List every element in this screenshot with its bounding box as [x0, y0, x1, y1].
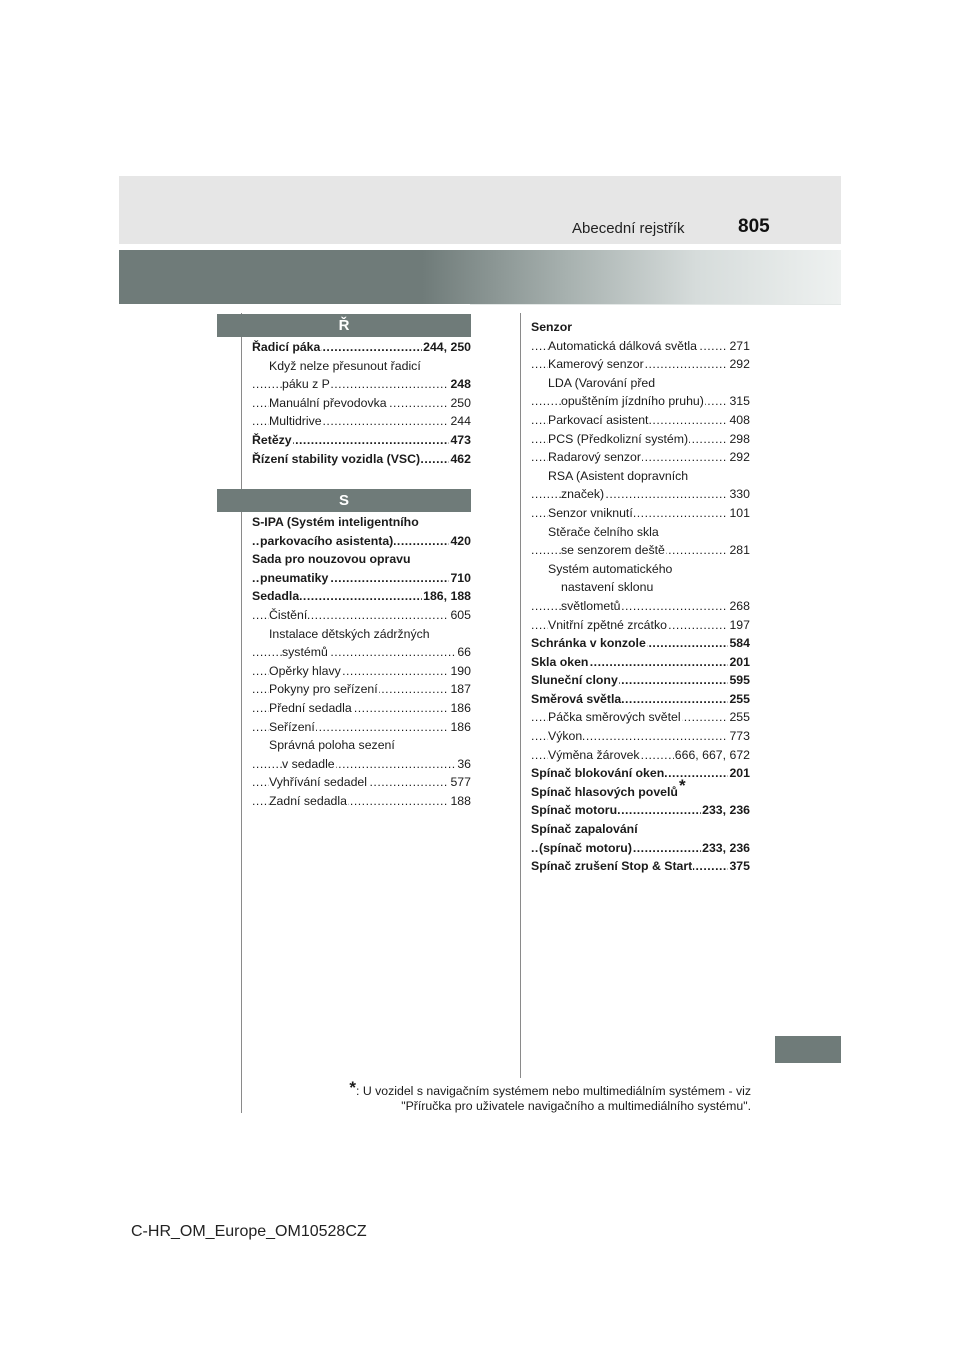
index-entry-term: Směrová světla: [531, 691, 622, 706]
index-entry: [252, 338, 471, 357]
index-list-right: [531, 318, 750, 876]
index-entry: [531, 634, 750, 653]
index-entry-pages: 101: [728, 504, 750, 523]
index-entry: [531, 411, 750, 430]
document-code: C-HR_OM_Europe_OM10528CZ: [131, 1223, 367, 1240]
index-entry: [252, 718, 471, 737]
index-entry: [252, 550, 471, 569]
index-entry: [531, 653, 750, 672]
index-entry: [252, 532, 471, 551]
index-entry: [531, 820, 750, 839]
index-entry-pages: 66: [456, 643, 471, 662]
index-entry-term: Spínač blokování oken: [531, 766, 665, 781]
index-entry-term: Senzor: [531, 320, 572, 334]
index-entry: [252, 606, 471, 625]
index-entry-pages: 281: [728, 541, 750, 560]
index-entry-term: Vnitřní zpětné zrcátko: [548, 617, 667, 632]
index-entry: [252, 792, 471, 811]
index-entry-pages: 197: [728, 616, 750, 635]
index-entry: [531, 857, 750, 876]
index-entry: [531, 764, 750, 783]
index-entry-term: Spínač hlasových povelů: [531, 784, 678, 799]
index-entry-term: Řadicí páka: [252, 340, 321, 354]
index-entry-pages: 188: [449, 792, 471, 811]
index-entry-pages: 244, 250: [422, 338, 471, 357]
index-entry-term: Stěrače čelního skla: [548, 524, 659, 539]
index-entry-term: parkovacího asistenta): [260, 533, 394, 548]
index-entry: [531, 485, 750, 504]
index-entry-term: pneumatiky: [260, 570, 329, 585]
index-entry-pages: 595: [728, 671, 750, 690]
section-letter-s: S: [217, 489, 471, 512]
index-entry-term: světlometů: [561, 598, 621, 613]
index-entry-term: opuštěním jízdního pruhu): [561, 394, 704, 409]
index-entry-pages: 584: [728, 634, 750, 653]
index-entry: [252, 643, 471, 662]
index-entry-term: Sluneční clony: [531, 673, 618, 688]
index-entry-pages: 248: [449, 375, 471, 394]
index-entry: [531, 839, 750, 858]
index-entry: [252, 625, 471, 644]
index-entry: [531, 430, 750, 449]
index-entry-pages: 244: [449, 412, 471, 431]
index-entry-pages: 577: [449, 773, 471, 792]
index-entry: [531, 560, 750, 579]
index-entry-term: S-IPA (Systém inteligentního: [252, 515, 419, 529]
index-entry: [531, 318, 750, 337]
index-entry: [252, 755, 471, 774]
index-entry: [531, 392, 750, 411]
index-entry: [531, 597, 750, 616]
left-column-rule: [241, 313, 242, 1113]
index-entry: [252, 699, 471, 718]
index-entry-term: Spínač zrušení Stop & Start: [531, 859, 693, 874]
divider: [470, 304, 841, 305]
footnote-marker: *: [349, 1078, 356, 1097]
index-entry-term: Skla oken: [531, 654, 589, 669]
index-entry-pages: 190: [449, 662, 471, 681]
index-entry-pages: 255: [728, 690, 750, 709]
index-entry-term: nastavení sklonu: [561, 580, 654, 595]
index-entry-term: Pokyny pro seřízení: [269, 682, 378, 697]
index-entry-pages: 201: [728, 764, 750, 783]
index-entry-term: Radarový senzor: [548, 450, 641, 465]
index-entry-term: Opěrky hlavy: [269, 663, 341, 678]
header-band: [119, 176, 841, 244]
index-entry-term: LDA (Varování před: [548, 375, 656, 390]
footnote: [290, 1078, 751, 1114]
index-entry: [252, 587, 471, 606]
index-entry: [531, 374, 750, 393]
index-entry-term: Instalace dětských zádržných: [269, 626, 430, 641]
page-number: 805: [738, 216, 770, 237]
index-entry-term: Sada pro nouzovou opravu: [252, 552, 411, 567]
index-entry-pages: 233, 236: [701, 839, 750, 858]
index-entry-term: Když nelze přesunout řadicí: [269, 358, 421, 373]
index-entry-pages: 292: [728, 448, 750, 467]
index-entry-pages: 473: [449, 431, 471, 450]
index-entry-term: PCS (Předkolizní systém): [548, 431, 689, 446]
index-entry: [531, 801, 750, 820]
index-entry: [531, 355, 750, 374]
index-entry-pages: 408: [728, 411, 750, 430]
index-entry-pages: 268: [728, 597, 750, 616]
index-entry: [531, 727, 750, 746]
index-entry: [531, 523, 750, 542]
index-entry-term: systémů: [282, 645, 328, 660]
index-entry-term: se senzorem deště: [561, 543, 665, 558]
index-entry-term: (spínač motoru): [539, 840, 632, 855]
index-entry-term: páku z P: [282, 377, 330, 392]
index-entry-term: Senzor vniknutí: [548, 505, 633, 520]
middle-column-rule: [520, 313, 521, 1078]
index-entry-term: Sedadla: [252, 589, 300, 604]
index-entry: [252, 569, 471, 588]
index-entry: [531, 616, 750, 635]
index-entry: [531, 504, 750, 523]
index-entry: [531, 467, 750, 486]
index-entry-term: Řetězy: [252, 432, 292, 447]
index-entry: [252, 412, 471, 431]
index-entry: [531, 578, 750, 597]
index-entry-term: Kamerový senzor: [548, 357, 644, 372]
index-entry: [252, 431, 471, 450]
index-entry: [252, 662, 471, 681]
footnote-line-2: "Příručka pro uživatele navigačního a multimediálního systému".: [401, 1099, 751, 1113]
index-entry-pages: 186: [449, 699, 471, 718]
index-entry-term: Seřízení: [269, 719, 315, 734]
index-entry-term: Výkon: [548, 729, 583, 744]
index-entry: [252, 394, 471, 413]
index-entry: [531, 746, 750, 765]
footnote-reference-marker: *: [678, 775, 686, 795]
index-entry: [252, 450, 471, 469]
index-entry: [252, 680, 471, 699]
index-entry-term: Parkovací asistent: [548, 412, 649, 427]
index-entry-term: Multidrive: [269, 414, 322, 429]
index-entry-term: Páčka směrových světel: [548, 710, 681, 725]
index-entry-term: Správná poloha sezení: [269, 738, 395, 753]
index-entry-pages: 255: [728, 708, 750, 727]
section-thumb-tab: [775, 1036, 841, 1063]
index-entry: [252, 773, 471, 792]
index-entry-pages: 271: [728, 337, 750, 356]
index-entry-pages: 250: [449, 394, 471, 413]
index-entry-pages: 420: [449, 532, 471, 551]
index-entry: [252, 357, 471, 376]
index-list-r: [252, 338, 471, 468]
index-list-s: [252, 513, 471, 811]
index-entry-term: Systém automatického: [548, 561, 673, 576]
index-entry: [252, 736, 471, 755]
decorative-gradient-bar: [119, 250, 841, 304]
index-entry: [531, 708, 750, 727]
index-entry-term: Přední sedadla: [269, 700, 352, 715]
index-entry: [531, 448, 750, 467]
index-entry-pages: 666, 667, 672: [674, 746, 750, 765]
index-entry-term: v sedadle: [282, 756, 335, 771]
index-entry-pages: 462: [449, 450, 471, 469]
index-entry-term: Výměna žárovek: [548, 747, 640, 762]
index-entry-term: Automatická dálková světla: [548, 338, 698, 353]
index-entry: [531, 775, 750, 802]
index-entry-pages: 375: [728, 857, 750, 876]
index-entry-term: Manuální převodovka: [269, 395, 387, 410]
index-entry-term: Zadní sedadla: [269, 793, 347, 808]
index-entry-term: Spínač zapalování: [531, 822, 638, 837]
index-entry-pages: 201: [728, 653, 750, 672]
footnote-line-1: : U vozidel s navigačním systémem nebo multimediálním systémem - viz: [356, 1084, 751, 1098]
index-entry-pages: 36: [456, 755, 471, 774]
index-entry-term: Schránka v konzole: [531, 636, 646, 651]
index-entry: [531, 690, 750, 709]
index-entry-pages: 186, 188: [422, 587, 471, 606]
index-entry-term: značek): [561, 487, 605, 502]
index-entry: [531, 337, 750, 356]
page-title: Abecední rejstřík: [572, 220, 685, 237]
index-entry-pages: 710: [449, 569, 471, 588]
index-entry-term: RSA (Asistent dopravních: [548, 468, 689, 483]
index-entry: [252, 375, 471, 394]
index-entry-term: Spínač motoru: [531, 803, 618, 818]
index-entry: [252, 513, 471, 532]
index-entry-pages: 330: [728, 485, 750, 504]
index-entry-term: Vyhřívání sedadel: [269, 775, 367, 790]
index-entry-term: Čistění: [269, 607, 308, 622]
index-entry-pages: 298: [728, 430, 750, 449]
index-entry-pages: 186: [449, 718, 471, 737]
index-entry-term: Řízení stability vozidla (VSC): [252, 451, 421, 466]
index-entry-pages: 773: [728, 727, 750, 746]
index-entry-pages: 292: [728, 355, 750, 374]
index-entry-pages: 233, 236: [701, 801, 750, 820]
section-letter-r: Ř: [217, 314, 471, 337]
index-entry: [531, 541, 750, 560]
index-entry-pages: 187: [449, 680, 471, 699]
index-entry-pages: 605: [449, 606, 471, 625]
index-entry-pages: 315: [728, 392, 750, 411]
index-entry: [531, 671, 750, 690]
